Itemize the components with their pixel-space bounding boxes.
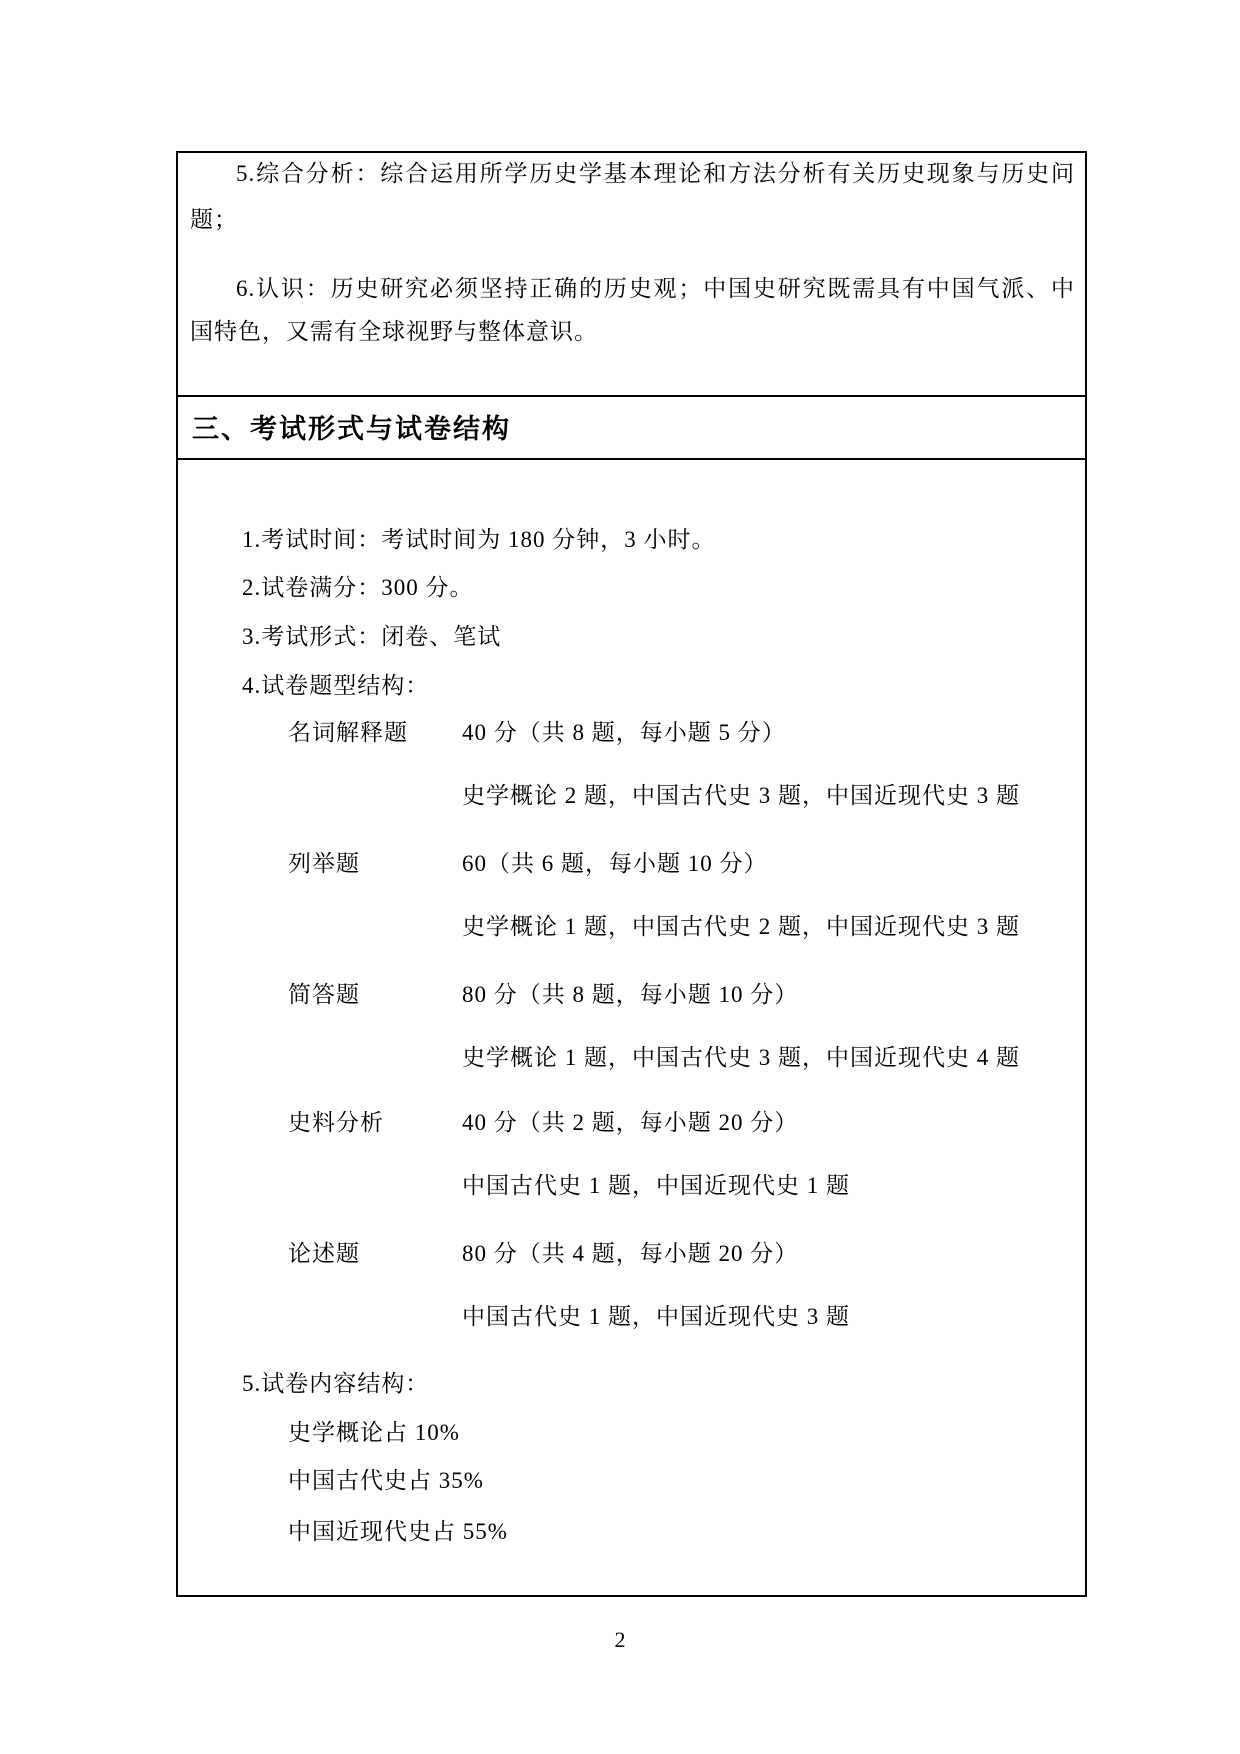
content-structure-title: 5.试卷内容结构： <box>242 1371 430 1396</box>
page-number: 2 <box>614 1627 626 1652</box>
question-type-distribution: 史学概论 1 题，中国古代史 3 题，中国近现代史 4 题 <box>462 1045 1020 1070</box>
question-type-name: 论述题 <box>288 1241 360 1266</box>
question-type-name: 名词解释题 <box>288 720 408 745</box>
question-type-name: 列举题 <box>288 851 360 876</box>
question-structure-title: 4.试卷题型结构： <box>242 673 430 698</box>
question-type-distribution: 史学概论 2 题，中国古代史 3 题，中国近现代史 3 题 <box>462 783 1020 808</box>
question-type-distribution: 中国古代史 1 题，中国近现代史 3 题 <box>462 1304 850 1329</box>
exam-time-item: 1.考试时间：考试时间为 180 分钟，3 小时。 <box>242 527 716 552</box>
question-type-distribution: 中国古代史 1 题，中国近现代史 1 题 <box>462 1173 850 1198</box>
question-type-score: 80 分（共 8 题，每小题 10 分） <box>462 982 799 1007</box>
intro-item-6-line-1: 6.认识：历史研究必须坚持正确的历史观；中国史研究既需具有中国气派、中 <box>236 276 1075 301</box>
exam-format-item: 3.考试形式：闭卷、笔试 <box>242 624 502 649</box>
content-structure-item: 史学概论占 10% <box>288 1420 460 1445</box>
question-type-score: 40 分（共 8 题，每小题 5 分） <box>462 720 786 745</box>
intro-item-6-line-2: 国特色，又需有全球视野与整体意识。 <box>190 319 598 344</box>
question-type-distribution: 史学概论 1 题，中国古代史 2 题，中国近现代史 3 题 <box>462 914 1020 939</box>
question-type-score: 60（共 6 题，每小题 10 分） <box>462 851 768 876</box>
content-structure-item: 中国古代史占 35% <box>288 1468 484 1493</box>
question-type-score: 80 分（共 4 题，每小题 20 分） <box>462 1241 799 1266</box>
question-type-name: 史料分析 <box>288 1110 384 1135</box>
question-type-name: 简答题 <box>288 982 360 1007</box>
intro-item-5-line-2: 题； <box>190 207 238 232</box>
separator-below-heading <box>176 458 1087 460</box>
separator-above-heading <box>176 395 1087 397</box>
intro-item-5-line-1: 5.综合分析：综合运用所学历史学基本理论和方法分析有关历史现象与历史问 <box>236 161 1075 186</box>
full-score-item: 2.试卷满分：300 分。 <box>242 575 474 600</box>
section-heading: 三、考试形式与试卷结构 <box>192 414 511 444</box>
content-structure-item: 中国近现代史占 55% <box>288 1519 508 1544</box>
question-type-score: 40 分（共 2 题，每小题 20 分） <box>462 1110 799 1135</box>
